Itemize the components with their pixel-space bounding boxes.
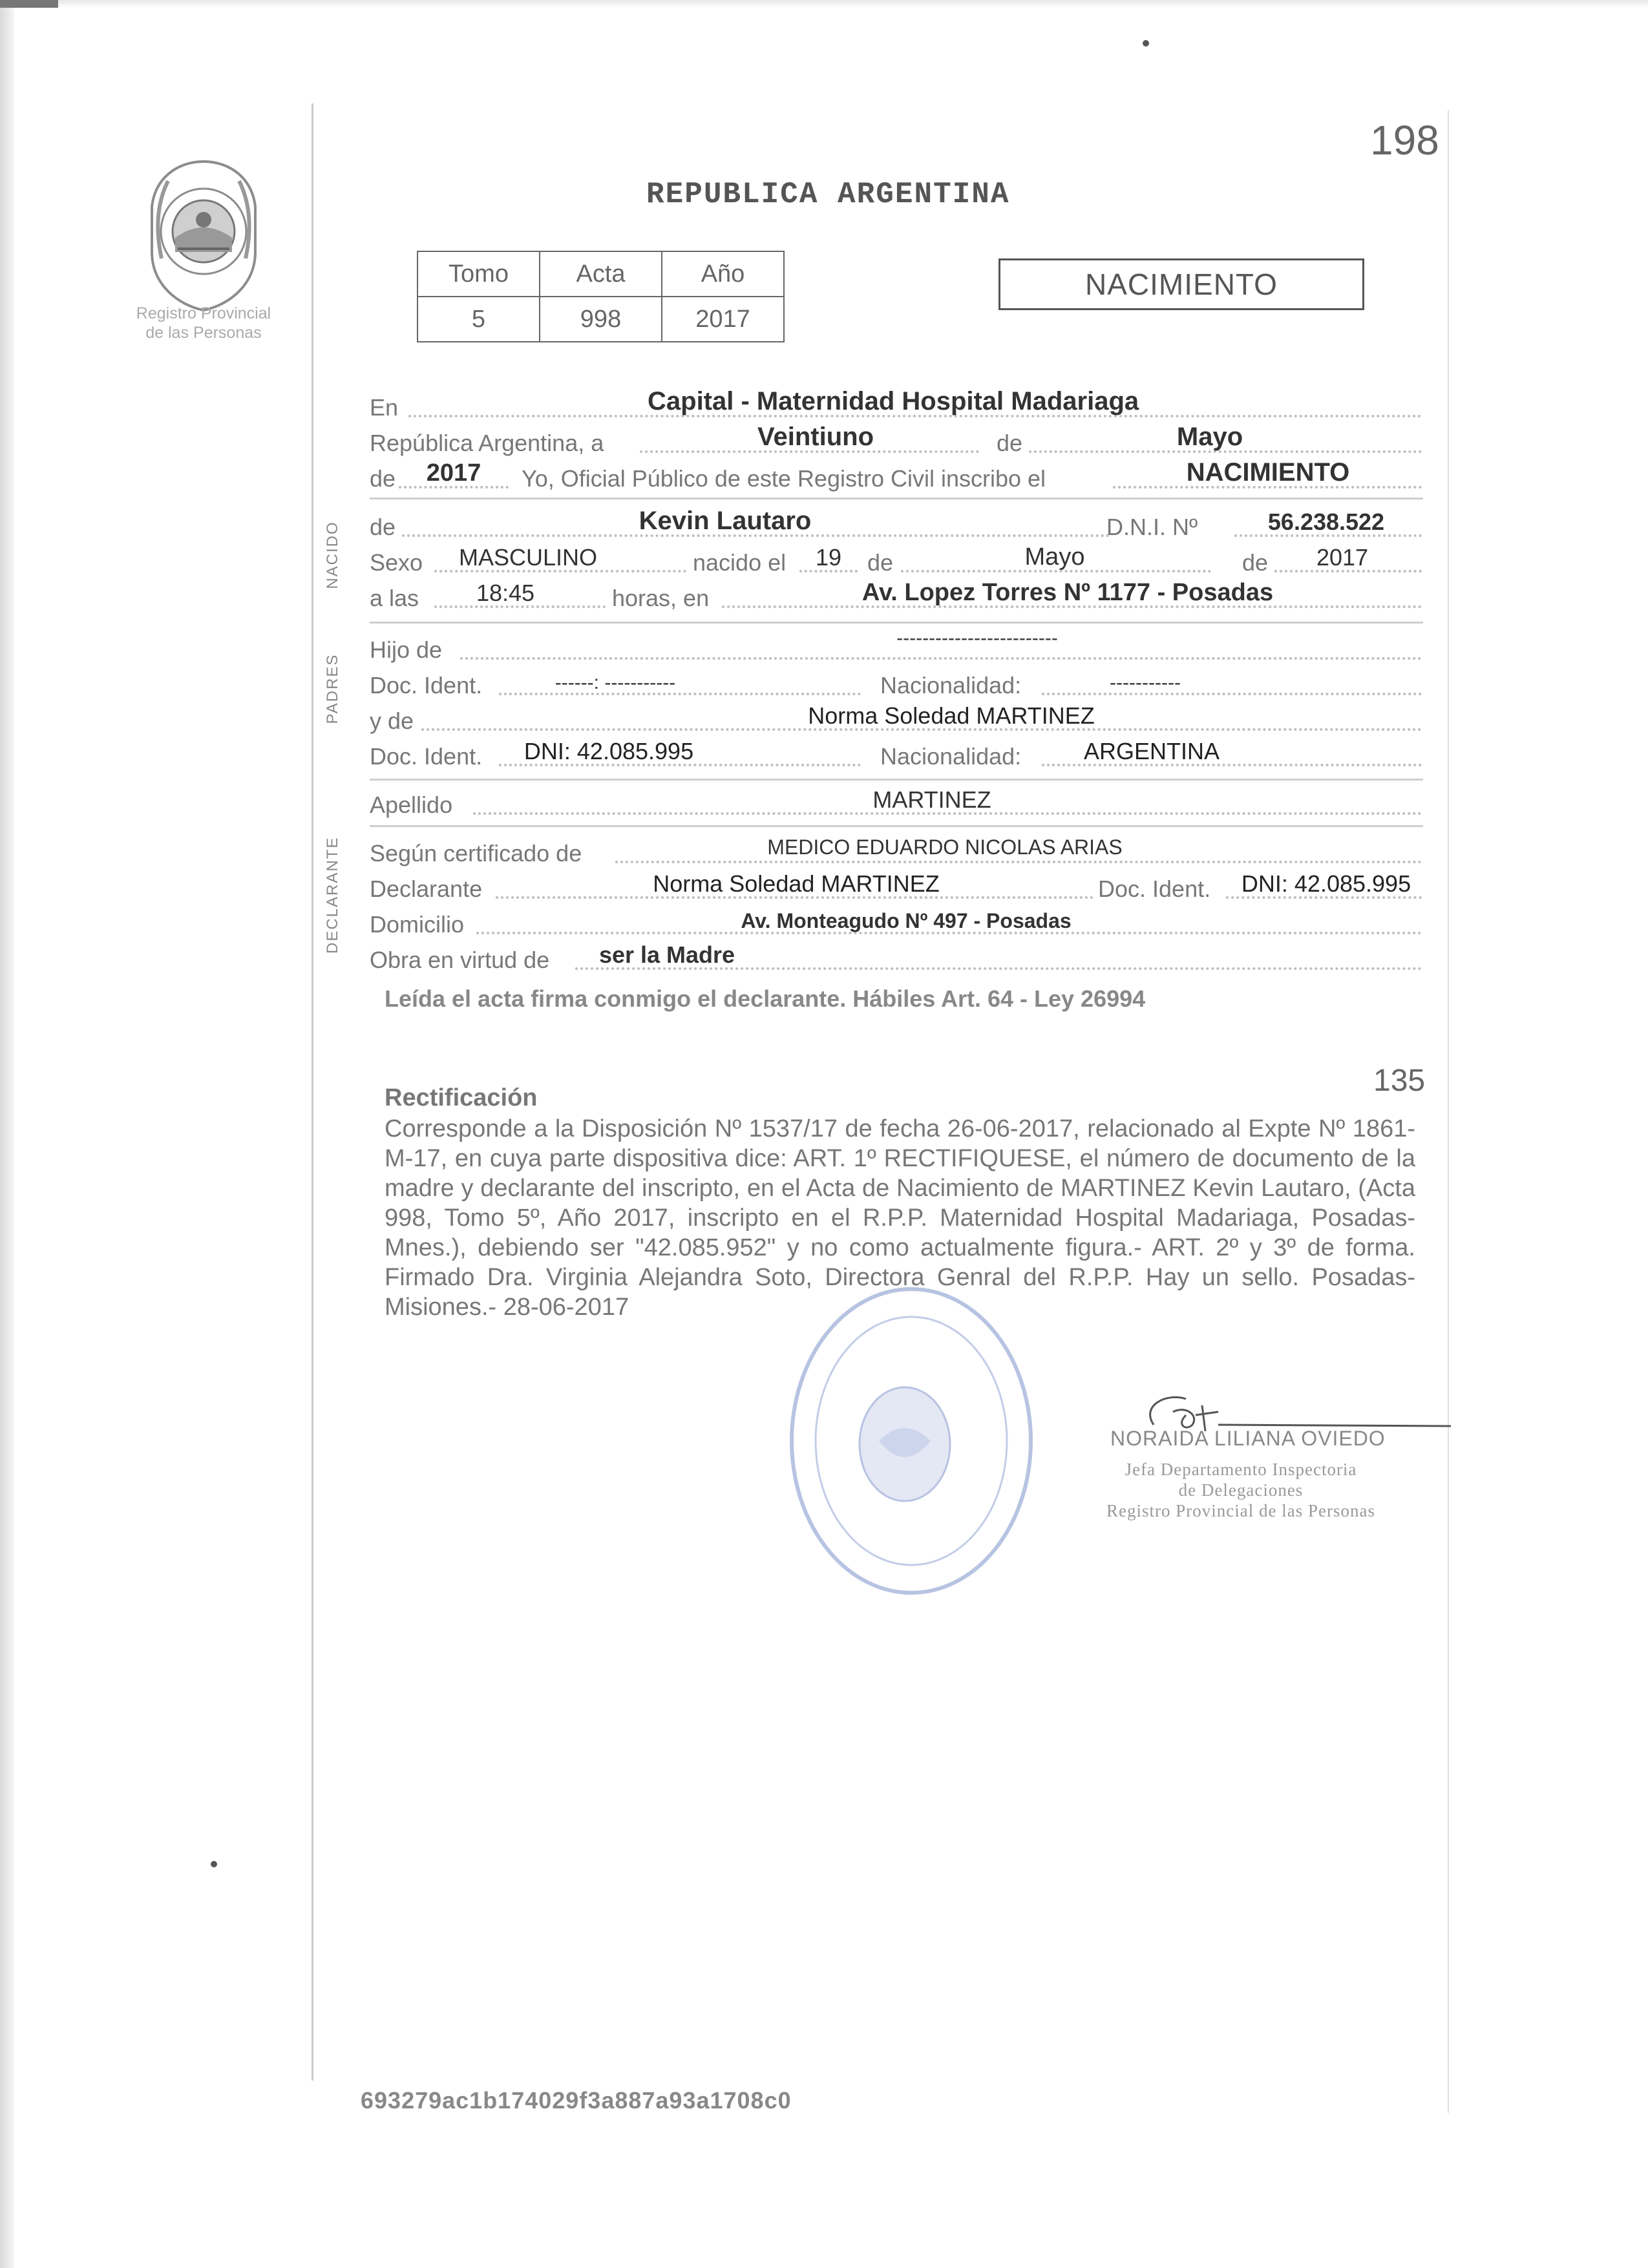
registry-table-value-row: [417, 297, 784, 342]
label-nacionalidad-father: Nacionalidad:: [880, 672, 1022, 698]
rectification-page-number: 135: [1373, 1064, 1426, 1098]
label-doc-ident-declarant: Doc. Ident.: [1098, 876, 1211, 902]
line-mother-doc: [370, 737, 1423, 770]
label-de: de: [997, 430, 1023, 456]
value-place: Capital - Maternidad Hospital Madariaga: [648, 387, 1139, 415]
value-birth-time: 18:45: [476, 580, 535, 606]
line-declarant: [370, 869, 1423, 903]
scan-edge-left: [0, 0, 14, 2268]
value-certificate-by: MEDICO EDUARDO NICOLAS ARIAS: [767, 835, 1123, 859]
value-birth-month: Mayo: [1024, 543, 1085, 571]
label-declarante: Declarante: [370, 876, 483, 902]
record-type-box: NACIMIENTO: [998, 258, 1364, 310]
label-en: En: [370, 394, 399, 421]
institution-caption-line1: Registro Provincial: [136, 304, 271, 322]
line-by-virtue: [370, 940, 1423, 974]
closing-statement: Leída el acta firma conmigo el declarante. Hábiles Art. 64 - Ley 26994: [385, 985, 1146, 1012]
line-address: [370, 905, 1423, 938]
label-nacionalidad-mother: Nacionalidad:: [880, 743, 1022, 770]
registry-table-header-row: [417, 251, 784, 297]
value-father-name: -------------------------: [896, 627, 1058, 649]
label-y-de: y de: [370, 708, 414, 734]
value-by-virtue-of: ser la Madre: [598, 941, 735, 968]
value-birth-day: 19: [815, 544, 842, 571]
label-nacido-el: nacido el: [693, 549, 787, 576]
registry-table: [417, 251, 785, 342]
label-doc-ident-mother: Doc. Ident.: [370, 743, 483, 770]
line-surname: [370, 785, 1423, 819]
rectification-body: Corresponde a la Disposición Nº 1537/17 de fecha 26-06-2017, relacionado al Expte Nº 1861-M-17, en cuya parte dispositiva dice: ART. 1º RECTIFIQUESE, el número de documento de la madre y declarante del inscripto, en el Acta de Nacimiento de MARTINEZ Kevin Lautaro, (Acta 998, Tomo 5º, Año 2017, inscripto en el R.P.P. Maternidad Hospital Madariaga, Posadas-Mnes.), debiendo ser "42.085.952" y no como actualmente figura.- ART. 2º y 3º de forma. Firmado Dra. Virginia Alejandra Soto, Directora Genral del R.P.P. Hay un sello. Posadas- Misiones.- 28-06-2017: [385, 1115, 1415, 1321]
institution-caption: [116, 304, 291, 342]
value-birth-place: Av. Lopez Torres Nº 1177 - Posadas: [861, 579, 1274, 606]
line-year: [370, 459, 1423, 492]
label-de-child: de: [370, 514, 396, 540]
registry-value-ano: 2017: [662, 297, 784, 342]
registry-value-tomo: 5: [417, 297, 540, 342]
label-republica: República Argentina, a: [370, 430, 604, 456]
line-sex-birth: [370, 543, 1423, 576]
signatory-title: [1092, 1459, 1389, 1521]
scan-edge-top: [0, 0, 1648, 8]
province-seal-logo: [132, 155, 275, 313]
value-birth-year: 2017: [1316, 544, 1369, 571]
label-de-birth: de: [867, 549, 894, 576]
value-mother-doc: DNI: 42.085.995: [523, 738, 694, 764]
side-label-nacido: NACIDO: [324, 521, 341, 589]
institution-caption-line2: de las Personas: [145, 324, 262, 342]
page-number: 198: [1370, 117, 1439, 163]
value-surname: MARTINEZ: [872, 786, 991, 813]
registry-value-acta: 998: [540, 297, 662, 342]
label-de-birth-year: de: [1242, 549, 1269, 576]
side-label-declarante: DECLARANTE: [324, 836, 341, 954]
section-separator: [370, 825, 1423, 827]
signatory-name: NORAIDA LILIANA OVIEDO: [1110, 1427, 1386, 1450]
speck: [211, 1861, 217, 1867]
label-a-las: a las: [370, 585, 419, 611]
right-rule: [1448, 110, 1449, 2113]
value-father-nationality: -----------: [1110, 672, 1181, 693]
section-separator: [370, 779, 1423, 781]
side-label-padres: PADRES: [324, 653, 341, 724]
registry-header-tomo: Tomo: [417, 251, 540, 297]
label-obra-en-virtud: Obra en virtud de: [370, 947, 550, 973]
value-child-dni: 56.238.522: [1267, 509, 1385, 535]
line-place: [370, 388, 1423, 421]
value-year: 2017: [426, 459, 481, 487]
line-time-place: [370, 578, 1423, 612]
registry-header-ano: Año: [662, 251, 784, 297]
value-mother-name: Norma Soledad MARTINEZ: [808, 702, 1095, 729]
value-address: Av. Monteagudo Nº 497 - Posadas: [741, 909, 1072, 932]
speck: [1143, 40, 1149, 47]
signatory-title-line3: Registro Provincial de las Personas: [1106, 1501, 1375, 1520]
label-horas-en: horas, en: [612, 585, 710, 611]
section-separator: [370, 498, 1423, 499]
signatory-title-line1: Jefa Departamento Inspectoria: [1125, 1460, 1357, 1479]
rectification-title: Rectificación: [385, 1084, 538, 1111]
label-domicilio: Domicilio: [370, 911, 465, 938]
signatory-title-line2: de Delegaciones: [1178, 1480, 1304, 1500]
scan-edge-mark: [0, 0, 58, 8]
line-father: [370, 627, 1423, 664]
document-hash: 693279ac1b174029f3a887a93a1708c0: [361, 2087, 792, 2114]
registry-header-acta: Acta: [540, 251, 662, 297]
label-yo-oficial: Yo, Oficial Público de este Registro Civil inscribo el: [522, 465, 1046, 492]
label-sexo: Sexo: [370, 549, 423, 576]
official-stamp: [782, 1279, 1041, 1602]
value-child-name: Kevin Lautaro: [639, 507, 812, 535]
country-title: REPUBLICA ARGENTINA: [646, 178, 1010, 211]
line-mother: [370, 701, 1423, 735]
value-declarant-doc: DNI: 42.085.995: [1241, 870, 1411, 897]
line-certificate: [370, 834, 1423, 867]
value-mother-nationality: ARGENTINA: [1083, 738, 1220, 764]
line-date: [370, 423, 1423, 457]
value-sex: MASCULINO: [458, 544, 598, 571]
value-father-doc: ------: -----------: [555, 672, 676, 693]
label-apellido: Apellido: [370, 792, 453, 818]
section-separator: [370, 622, 1423, 624]
margin-rule: [312, 103, 313, 2081]
value-act-type: NACIMIENTO: [1186, 458, 1350, 487]
value-day-words: Veintiuno: [757, 423, 874, 451]
value-declarant-name: Norma Soledad MARTINEZ: [653, 870, 940, 897]
label-doc-ident-father: Doc. Ident.: [370, 672, 483, 698]
label-hijo-de: Hijo de: [370, 636, 443, 663]
label-segun-certificado: Según certificado de: [370, 840, 582, 866]
line-father-doc: [370, 666, 1423, 699]
line-child-name: [370, 507, 1423, 541]
label-de-year: de: [370, 465, 396, 492]
label-dni: D.N.I. Nº: [1106, 514, 1198, 540]
value-month: Mayo: [1176, 423, 1243, 451]
